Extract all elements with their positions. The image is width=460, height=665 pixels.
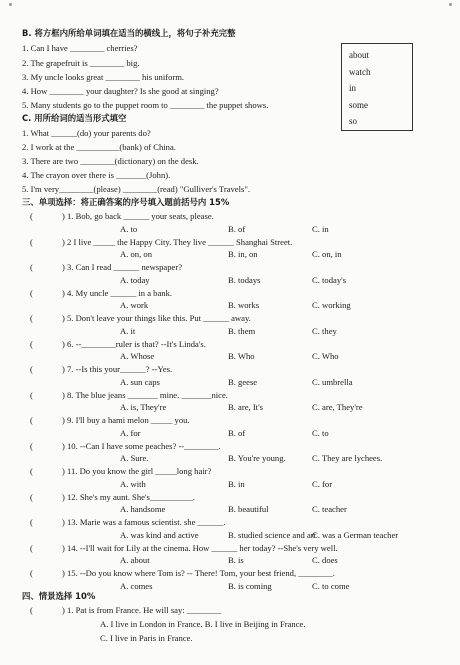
option-a: A. today	[120, 274, 150, 285]
answer-bracket[interactable]: (	[30, 389, 33, 400]
option-a: A. Whose	[120, 351, 155, 361]
word-bank-box	[341, 43, 413, 131]
question-text: ) 12. She's my aunt. She's__________.	[62, 491, 195, 502]
option-b: B. of	[228, 223, 246, 234]
word-bank-item: some	[349, 99, 368, 110]
option-b: B. them	[228, 325, 256, 336]
answer-bracket[interactable]: (	[30, 605, 33, 615]
answer-bracket[interactable]: (	[30, 542, 33, 553]
question-text: ) 13. Marie was a famous scientist. she ______.	[62, 517, 226, 527]
section-c-heading: C. 用所给词的适当形式填空	[22, 113, 127, 123]
option-b: B. todays	[228, 274, 261, 285]
option-a: A. is, They're	[120, 402, 167, 412]
option-c: C. umbrella	[312, 376, 353, 387]
option-a: A. on, on	[120, 249, 152, 259]
question-text: ) 3. Can I read ______ newspaper?	[62, 262, 183, 272]
answer-bracket[interactable]: (	[30, 568, 33, 578]
question-text: ) 1. Bob, go back ______ your seats, please.	[62, 211, 214, 221]
question-text: ) 10. --Can I have some peaches? --________.	[62, 440, 221, 451]
option-b: B. You're young.	[228, 453, 286, 463]
option-c: C. does	[312, 555, 338, 565]
option-c: C. Who	[312, 351, 339, 361]
option-a: A. to	[120, 223, 138, 234]
option-a: A. it	[120, 325, 136, 336]
option-c: C. to come	[312, 580, 350, 591]
answer-bracket[interactable]: (	[30, 491, 33, 502]
question-text: ) 9. I'll buy a hami melon _____ you.	[62, 415, 190, 425]
option-a: A. with	[120, 478, 146, 489]
answer-bracket[interactable]: (	[30, 338, 33, 349]
question-text: ) 4. My uncle ______ in a bank.	[62, 287, 173, 298]
answer-bracket[interactable]: (	[30, 236, 33, 247]
section-c-item: 1. What ______(do) your parents do?	[22, 128, 151, 138]
option-c: C. they	[312, 325, 337, 336]
option-a: A. work	[120, 300, 149, 310]
word-bank-item: in	[349, 83, 357, 93]
answer-bracket[interactable]: (	[30, 287, 33, 298]
option-c: C. in	[312, 223, 329, 234]
question-text: ) 2 I live _____ the Happy City. They live ______ Shanghai Street.	[62, 236, 293, 247]
question-text: ) 15. --Do you know where Tom is? -- There! Tom, your best friend, ________.	[62, 568, 335, 578]
question-text: ) 8. The blue jeans _______ mine. _______nice.	[62, 389, 228, 400]
option-b: B. in	[228, 478, 245, 489]
option-a: A. handsome	[120, 504, 166, 514]
option-b: B. in, on	[228, 249, 258, 259]
option-b: B. of	[228, 427, 246, 438]
option-b: B. is coming	[228, 580, 272, 591]
answer-bracket[interactable]: (	[30, 466, 33, 476]
answer-bracket[interactable]: (	[30, 517, 33, 527]
section-c-item: 3. There are two ________(dictionary) on the desk.	[22, 156, 199, 166]
option-a: A. for	[120, 427, 141, 438]
word-bank-item: watch	[349, 66, 371, 77]
part4-option-line: C. I live in Paris in France.	[100, 633, 193, 643]
option-c: C. was a German teacher	[312, 529, 399, 540]
section-b-item: 1. Can I have ________ cherries?	[22, 43, 138, 53]
option-b: B. geese	[228, 376, 258, 387]
corner-mark	[9, 3, 12, 6]
option-b: B. is	[228, 555, 244, 565]
option-b: B. Who	[228, 351, 255, 361]
option-a: A. was kind and active	[120, 529, 199, 540]
part4-option-line: A. I live in London in France. B. I live in Beijing in France.	[100, 619, 306, 629]
option-c: C. are, They're	[312, 402, 363, 412]
word-bank-item: about	[349, 50, 369, 60]
question-text: ) 1. Pat is from France. He will say: ________	[62, 605, 222, 615]
option-a: A. sun caps	[120, 376, 160, 387]
answer-bracket[interactable]: (	[30, 313, 33, 323]
section-b-heading: B. 将方框内所给单词填在适当的横线上，将句子补充完整	[22, 28, 236, 38]
section-c-item: 5. I'm very________(please) ________(read) "Gulliver's Travels".	[22, 184, 251, 194]
question-text: ) 6. --________ruler is that? --It's Linda's.	[62, 338, 206, 349]
option-c: C. on, in	[312, 249, 342, 259]
answer-bracket[interactable]: (	[30, 211, 33, 221]
option-c: C. teacher	[312, 504, 347, 514]
corner-mark	[449, 3, 452, 6]
option-a: A. about	[120, 555, 150, 565]
answer-bracket[interactable]: (	[30, 364, 33, 374]
option-b: B. are, It's	[228, 402, 263, 412]
answer-bracket[interactable]: (	[30, 415, 33, 425]
section-c-item: 2. I work at the __________(bank) of China.	[22, 142, 176, 152]
option-c: C. to	[312, 427, 329, 438]
part3-heading: 三、单项选择：将正确答案的序号填入题前括号内 15%	[22, 197, 230, 207]
option-c: C. today's	[312, 274, 347, 285]
option-c: C. working	[312, 300, 351, 310]
question-text: ) 5. Don't leave your things like this. Put ______ away.	[62, 313, 251, 323]
section-c-item: 4. The crayon over there is _______(John).	[22, 170, 171, 180]
option-a: A. Sure.	[120, 453, 149, 463]
part4-heading: 四、情景选择 10%	[22, 591, 96, 601]
option-b: B. beautiful	[228, 504, 269, 514]
answer-bracket[interactable]: (	[30, 262, 33, 272]
option-c: C. They are lychees.	[312, 453, 383, 463]
section-b-item: 3. My uncle looks great ________ his uniform.	[22, 72, 185, 82]
option-b: B. studied science and art	[228, 529, 317, 540]
section-b-item: 2. The grapefruit is ________ big.	[22, 58, 140, 68]
answer-bracket[interactable]: (	[30, 440, 33, 451]
section-b-item: 4. How ________ your daughter? Is she good at singing?	[22, 86, 219, 96]
section-b-item: 5. Many students go to the puppet room to ________ the puppet shows.	[22, 100, 269, 110]
question-text: ) 11. Do you know the girl _____long hair?	[62, 466, 212, 476]
option-b: B. works	[228, 300, 260, 310]
word-bank-item: so	[349, 116, 358, 126]
question-text: ) 14. --I'll wait for Lily at the cinema. How ______ her today? --She's very well.	[62, 542, 338, 553]
question-text: ) 7. --Is this your______? --Yes.	[62, 364, 173, 374]
option-c: C. for	[312, 478, 333, 489]
option-a: A. comes	[120, 580, 153, 591]
